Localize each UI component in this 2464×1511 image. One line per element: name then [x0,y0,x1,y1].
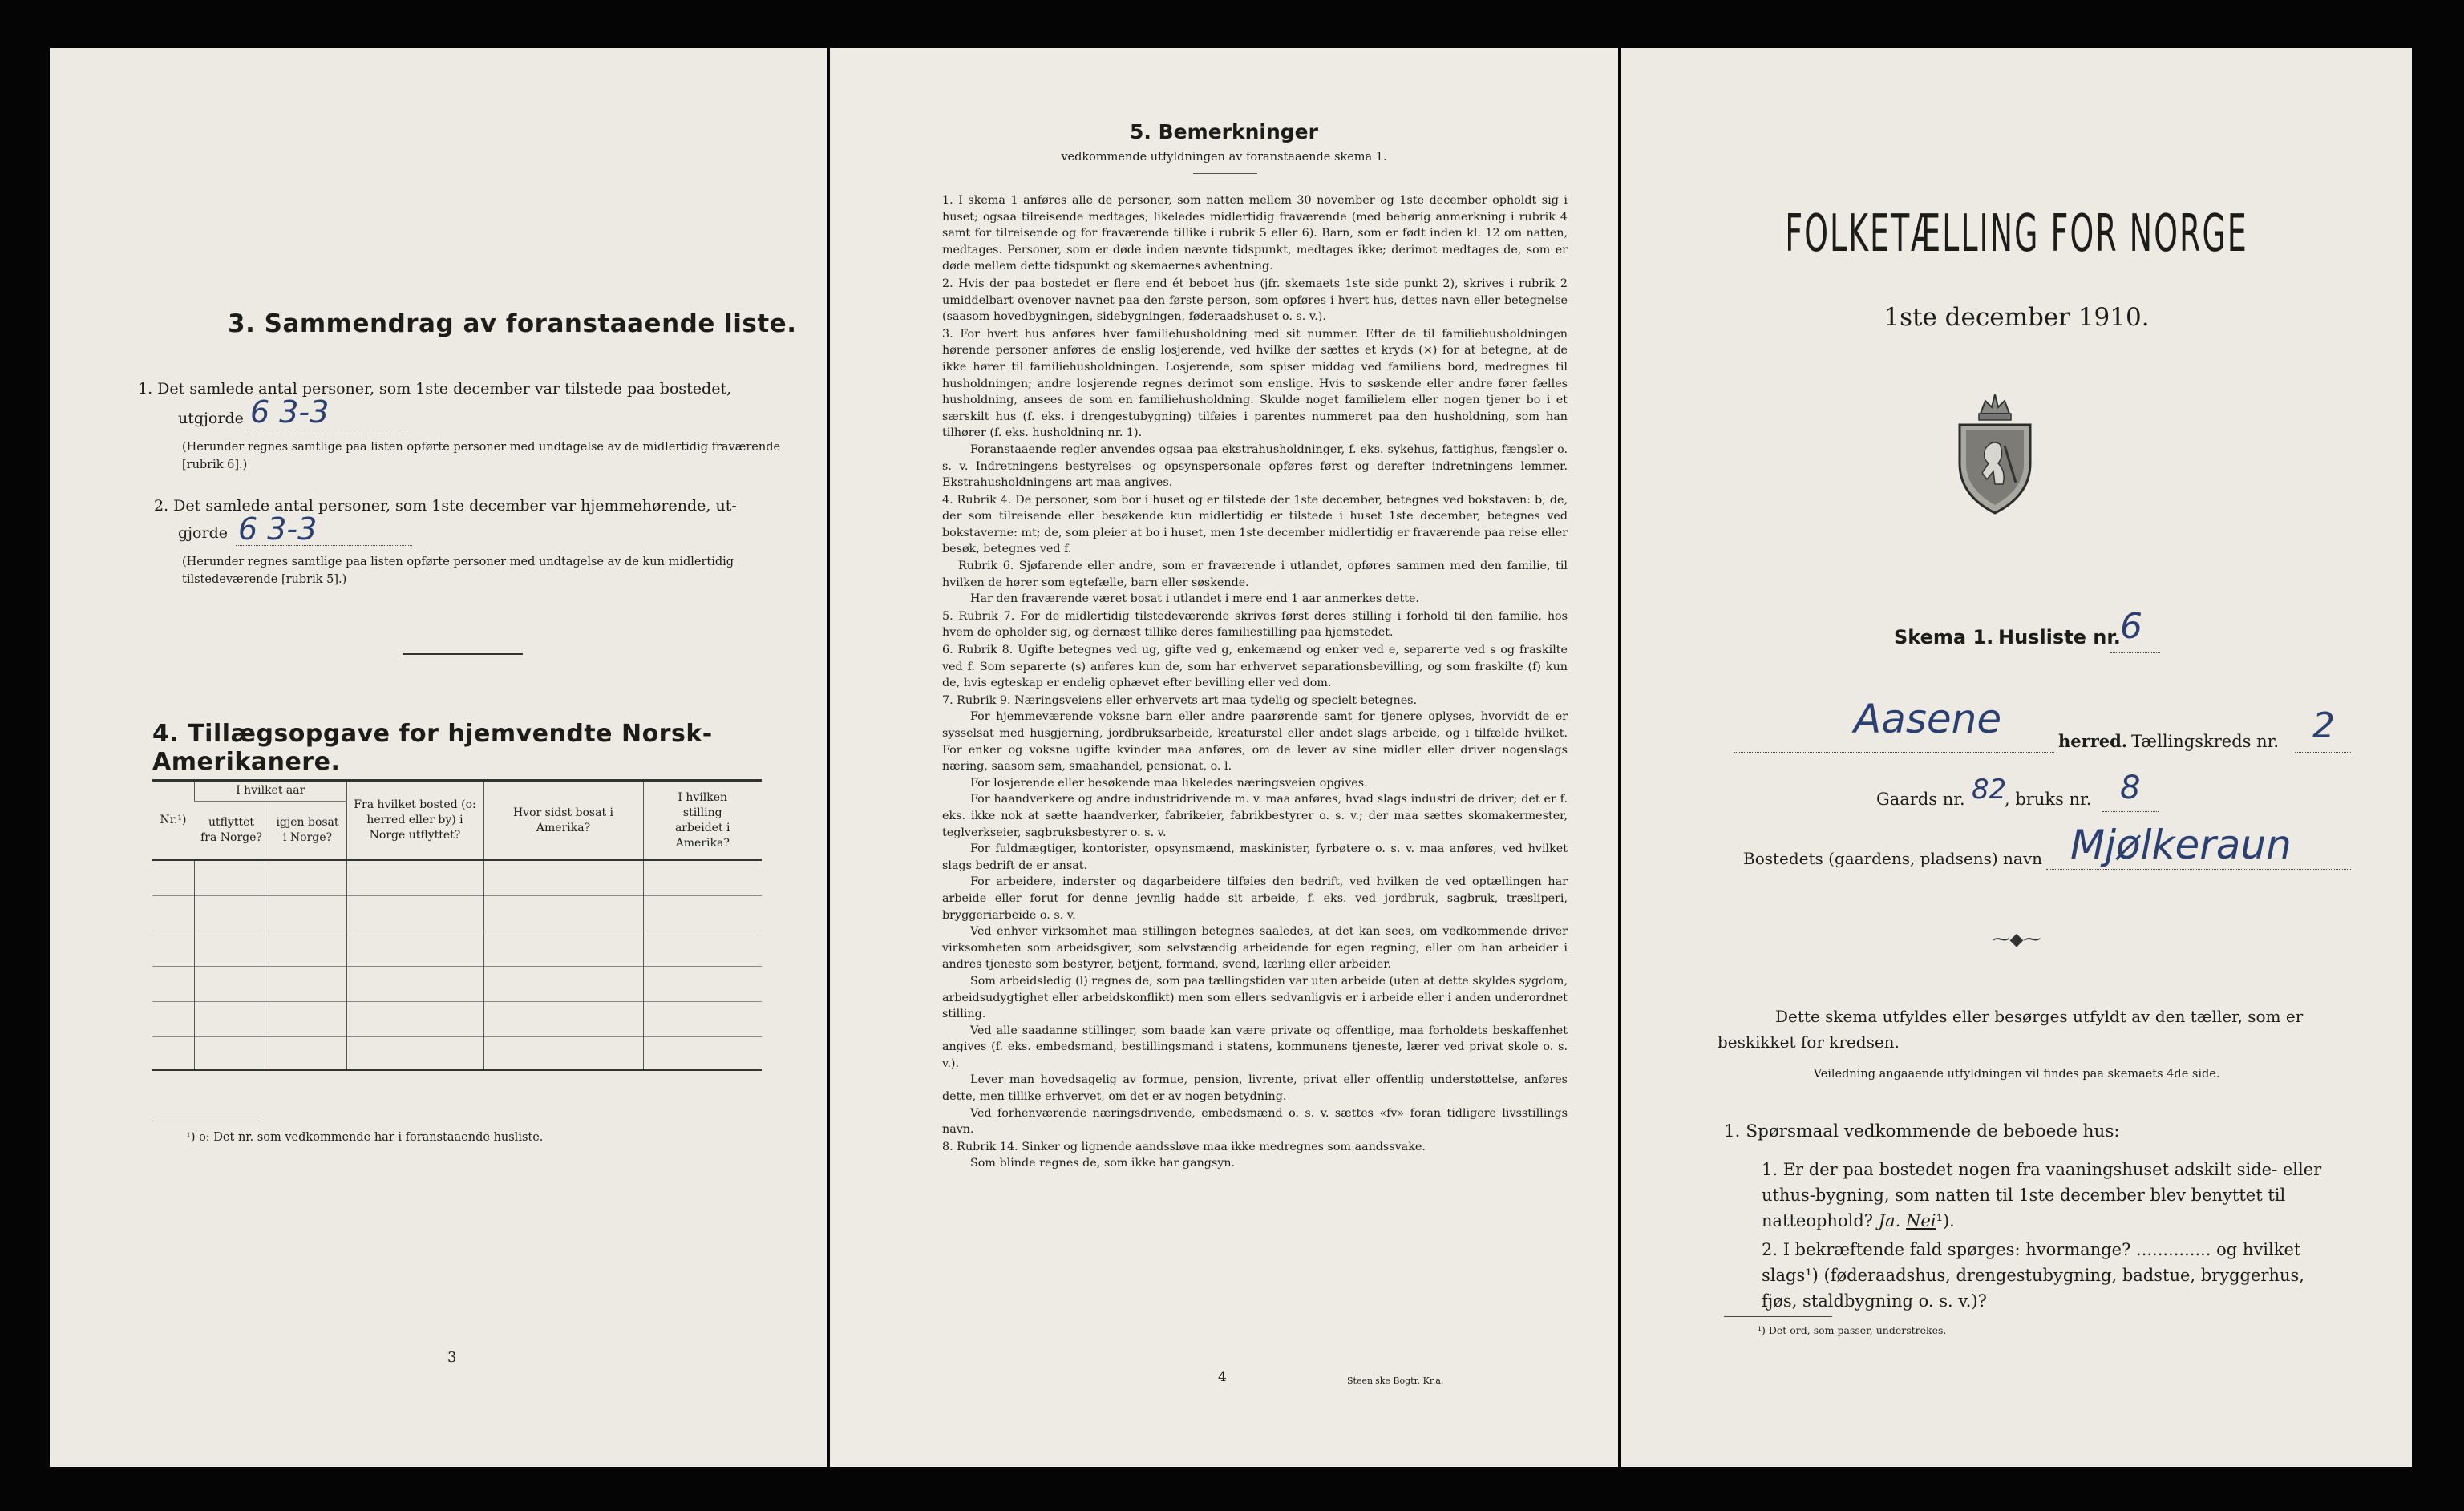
herred-line [1734,752,2054,753]
krets-line [2295,752,2351,753]
remarks-title: 5. Bemerkninger [1130,120,1318,143]
norsk-amerikaner-table [152,782,762,1071]
gaards-label: Gaards nr. [1876,790,1965,809]
ornament-icon: ⁓◆⁓ [1992,930,2041,950]
subtitle-rule [1193,173,1257,174]
remark-7h: Ved alle saadanne stillinger, som baade kan være private og offentlige, maa forholdets beskaffenhet angives (f. eks. embedsmand, bestillingsmand i statens, kommunens tjeneste, lærer ved privat skole o. s. v.). [942,1024,1568,1070]
footnote-rule [1724,1316,1832,1317]
remark-7i: Lever man hovedsagelig av formue, pension, livrente, privat eller offentlig understøttelse, anføres dette, men tillike erhvervet, om det er av nogen betydning. [942,1073,1568,1104]
bosted-value: Mjølkeraun [2070,822,2292,868]
remark-7b: For losjerende eller besøkende maa likeledes næringsveien opgives. [970,776,1368,790]
page-number: 4 [1218,1369,1227,1385]
census-date: 1ste december 1910. [1883,303,2150,332]
census-title: FOLKETÆLLING FOR NORGE [1785,204,2248,264]
remark-7e: For arbeidere, inderster og dagarbeidere tilføies den bedrift, ved hvilken de ved optællingen har arbeide eller forut for denne jevnlig hadde sit arbeide, f. eks. ved jordbruk, sagbruk, træsliperi, bryggeriarbeide o. s. v. [942,875,1568,922]
bruks-value: 8 [2120,770,2141,806]
table-row [152,860,762,895]
remark-7: 7. Rubrik 9. Næringsveiens eller erhvervets art maa tydelig og specielt betegnes. [942,693,1418,707]
remark-7c: For haandverkere og andre industridrivende m. v. maa anføres, hvad slags industri de driver; det er f. eks. ikke nok at sætte haandverker, fabrikeier, fabrikbestyrer o. s. v.; der maa sættes skomakermester, teglverkseier, sagbruksbestyrer o. s. v. [942,793,1568,839]
bosted-line [2046,869,2351,870]
table-row [152,1036,762,1070]
husliste-value: 6 [2120,606,2142,647]
remark-7g: Som arbeidsledig (l) regnes de, som paa tællingstiden var uten arbeide (uten at dette skyldes sygdom, arbeidsudygtighet eller arbeidskonflikt) men som ellers sedvanligvis er i arbeide eller i anden underordnet stilling. [942,974,1568,1021]
item-2-value: 6 3-3 [238,511,318,547]
guide-text: Veiledning angaaende utfyldningen vil findes paa skemaets 4de side. [1813,1068,2220,1081]
col-fra-bosted: Fra hvilket bosted (o: herred eller by) i Norge utflyttet? [346,782,483,860]
footnote: ¹) o: Det nr. som vedkommende har i foranstaaende husliste. [186,1131,544,1144]
remarks-list [942,192,1568,1172]
page-middle [830,48,1618,1467]
table-row [152,931,762,966]
item-1-value: 6 3-3 [250,394,330,430]
page-right [1621,48,2412,1467]
bruks-label: , bruks nr. [2005,790,2092,809]
item-1-note: (Herunder regnes samtlige paa listen opførte personer med undtagelse av de midlertidig fraværende [rubrik 6].) [182,441,781,471]
item-2-text: 2. Det samlede antal personer, som 1ste december var hjemmehørende, ut- [154,497,737,515]
col-igjen: igjen bosat i Norge? [269,801,346,860]
table-row [152,895,762,931]
remark-7a: For hjemmeværende voksne barn eller andre paarørende samt for tjenere oplyses, hvorvidt de er sysselsat med husgjerning, jordbruksarbeide, kreaturstel eller andet slags arbeide, og i tilfælde hvilket. For enker og voksne ugifte kvinder maa anføres, om de lever av sine midler eller driver nogenslags næring, saasom søm, smaahandel, pensionat, o. l. [942,710,1568,774]
col-group-year: I hvilket aar [195,782,347,801]
col-sidst-bosat: Hvor sidst bosat i Amerika? [483,782,643,860]
item-1-label: utgjorde [178,410,244,427]
remark-7f: Ved enhver virksomhet maa stillingen betegnes saaledes, at det kan sees, om vedkommende driver virksomheten som arbeidsgiver, som selvstændig arbeidende for egen regning, eller om han arbeider i andres tjeneste som bestyrer, betjent, formand, svend, lærling eller arbeider. [942,925,1568,972]
herred-value: Aasene [1854,696,2002,742]
remark-4: 4. Rubrik 4. De personer, som bor i huset og er tilstede der 1ste december, betegnes ved bokstaven: b; de, der som tilreisende eller besøkende kun midlertidig er tilstede i huset 1ste december, betegnes ved bokstaverne: mt; de, som pleier at bo i huset, men 1ste december midlertidig er fraværende paa reise eller besøk, betegnes ved f. [942,493,1568,556]
remark-2: 2. Hvis der paa bostedet er flere end ét beboet hus (jfr. skemaets 1ste side punkt 2), skrives i rubrik 2 umiddelbart ovenover navnet paa den første person, som opføres i hvert hus, dettes navn eller betegnelse (saasom hovedbygningen, sidebygningen, føderaadshuset o. s. v.). [942,277,1568,324]
remarks-subtitle: vedkommende utfyldningen av foranstaaende skema 1. [1061,151,1387,164]
remark-1: 1. I skema 1 anføres alle de personer, som natten mellem 30 november og 1ste december opholdt sig i huset; ogsaa tilreisende medtages; likeledes midlertidig fraværende (med behørig anmerkning i rubrik 4 samt for tilreisende og for fraværende tillike i rubrik 5 eller 6). Barn, som er født inden kl. 12 om natten, medtages. Personer, som er døde inden nævnte tidspunkt, medtages ikke; derimot medtages de, som er døde mellem dette tidspunkt og skemaernes avhentning. [942,194,1568,273]
table-row [152,1001,762,1036]
question-1: 1. Er der paa bostedet nogen fra vaaningshuset adskilt side- eller uthus-bygning, som natten til 1ste december blev benyttet til natteophold? Ja. Nei¹). [1762,1160,2322,1230]
norway-coat-of-arms-icon [1947,383,2043,518]
remark-3: 3. For hvert hus anføres hver familiehusholdning med sit nummer. Efter de til familiehusholdningen hørende personer anføres de enslig losjerende, ved hvilke der sættes et kryds (×) for at betegne, at de ikke hører til familiehusholdningen. Losjerende, som spiser middag ved familiens bord, medregnes til husholdningen; andre losjerende regnes derimot som enslige. Hvis to søskende eller andre fører fælles husholdning, ansees de som en familiehusholdning. Skulde noget familielem eller nogen tjener bo i et særskilt hus (f. eks. i drengestubygning) tilføies i parentes nummeret paa den husholdning, som han tilhører (f. eks. husholdning nr. 1). [942,327,1568,440]
remark-5: 5. Rubrik 7. For de midlertidig tilstedeværende skrives først deres stilling i forhold til den familie, hos hvem de opholder sig, og dernæst tillike deres familiestilling paa hjemstedet. [942,609,1568,640]
skema-label: Skema 1. [1894,626,1994,648]
herred-label: herred. [2058,731,2128,751]
table-row [152,966,762,1001]
answer-nei: Nei [1906,1211,1936,1230]
gaards-value: 82 [1972,774,2007,806]
col-nr: Nr.¹) [160,814,187,826]
intro-text: Dette skema utfyldes eller besørges utfyldt av den tæller, som er beskikket for kredsen. [1718,1007,2304,1052]
page-left [50,48,827,1467]
item-2-value-line [236,545,412,546]
bruks-line [2102,811,2159,812]
remark-4c: Har den fraværende været bosat i utlandet i mere end 1 aar anmerkes dette. [970,592,1419,606]
krets-label: Tællingskreds nr. [2131,732,2280,751]
krets-value: 2 [2312,705,2335,746]
item-2-note: (Herunder regnes samtlige paa listen opførte personer med undtagelse av de kun midlertidig tilstedeværende [rubrik 5].) [182,556,734,586]
item-1-text: 1. Det samlede antal personer, som 1ste december var tilstede paa bostedet, [138,380,732,398]
bosted-label: Bostedets (gaardens, pladsens) navn [1743,849,2042,868]
remark-7j: Ved forhenværende næringsdrivende, embedsmænd o. s. v. sættes «fv» foran tidligere livsstillings navn. [942,1106,1568,1137]
question-2: 2. I bekræftende fald spørges: hvormange? .............. og hvilket slags¹) (føderaadshus, drengestubygning, badstue, bryggerhus, fjøs, staldbygning o. s. v.)? [1762,1240,2304,1311]
section-4-title: 4. Tillægsopgave for hjemvendte Norsk-Amerikanere. [152,720,713,776]
footnote: ¹) Det ord, som passer, understrekes. [1758,1324,1947,1336]
remark-3b: Foranstaaende regler anvendes ogsaa paa ekstrahusholdninger, f. eks. sykehus, fattighus, fængsler o. s. v. Indretningens bestyrelses- og opsynspersonale opføres først og derefter indretningens lemmer. Ekstrahusholdningens art maa angives. [942,442,1568,490]
husliste-line [2110,652,2160,653]
question-1-text: 1. Er der paa bostedet nogen fra vaaningshuset adskilt side- eller uthus-bygning, som natten til 1ste december blev benyttet til natteophold? [1762,1160,2322,1230]
remark-8b: Som blinde regnes de, som ikke har gangsyn. [970,1157,1236,1170]
answer-ja: Ja. [1878,1211,1901,1230]
remark-6: 6. Rubrik 8. Ugifte betegnes ved ug, gifte ved g, enkemænd og enker ved e, separerte ved s og fraskilte ved f. Som separerte (s) anføres kun de, som har erhvervet separationsbevilling, og som fraskilte (f) kun de, hvis egteskap er endelig ophævet efter bevilling eller ved dom. [942,644,1568,690]
remark-7d: For fuldmægtiger, kontorister, opsynsmænd, maskinister, fyrbøtere o. s. v. maa anføres, ved hvilket slags bedrift de er ansat. [942,842,1568,872]
col-utflyttet: utflyttet fra Norge? [200,815,262,844]
item-2-label: gjorde [178,524,228,542]
husliste-label: Husliste nr. [1998,626,2121,648]
printer-mark: Steen'ske Bogtr. Kr.a. [1347,1376,1444,1386]
questions-title: 1. Spørsmaal vedkommende de beboede hus: [1724,1121,2120,1141]
col-stilling: I hvilken stilling arbeidet i Amerika? [643,782,762,860]
section-3-title: 3. Sammendrag av foranstaaende liste. [228,309,797,338]
remark-4b: Rubrik 6. Sjøfarende eller andre, som er fraværende i utlandet, opføres sammen med den familie, til hvilken de hører som egtefælle, barn eller søskende. [942,560,1568,589]
remark-8: 8. Rubrik 14. Sinker og lignende aandssløve maa ikke medregnes som aandssvake. [942,1140,1426,1153]
page-number: 3 [447,1349,457,1366]
divider [403,653,523,655]
